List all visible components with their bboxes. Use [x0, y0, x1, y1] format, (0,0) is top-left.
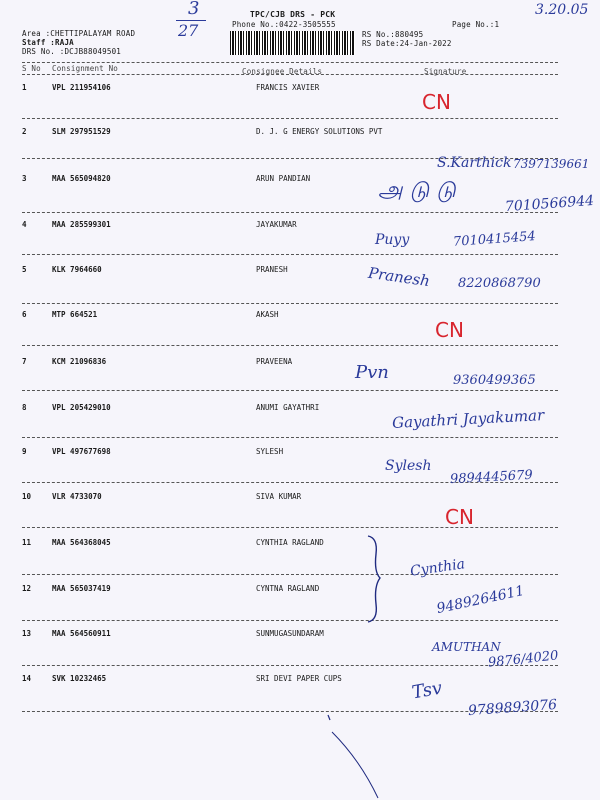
row-consignee: CYNTNA RAGLAND — [256, 584, 320, 593]
table-row — [0, 447, 600, 467]
hand-cn-row6: CN — [435, 318, 464, 342]
row-consignee: AKASH — [256, 310, 279, 319]
rs-date: RS Date:24-Jan-2022 — [362, 39, 452, 48]
rs-number: RS No.:880495 — [362, 30, 424, 39]
row-consignee: JAYAKUMAR — [256, 220, 297, 229]
row-consignee: SRI DEVI PAPER CUPS — [256, 674, 342, 683]
row-consignment: MAA 564560911 — [52, 629, 111, 638]
hand-phone-row4: 7010415454 — [452, 229, 537, 250]
row-sno: 4 — [22, 220, 27, 229]
row-rule — [22, 254, 558, 255]
hand-cn-row10: CN — [445, 505, 474, 529]
table-row — [0, 492, 600, 512]
row-rule — [22, 390, 558, 391]
row-rule — [22, 527, 558, 528]
row-rule — [22, 665, 558, 666]
hand-number-3: 3 — [188, 0, 200, 19]
row-rule — [22, 345, 558, 346]
row-consignee: SYLESH — [256, 447, 284, 456]
row-consignment: MAA 564368045 — [52, 538, 111, 547]
col-consignee: Consignee Details — [242, 67, 323, 76]
row-sno: 3 — [22, 174, 27, 183]
header-rule-top — [22, 62, 558, 63]
col-consignment: Consignment No — [52, 64, 119, 73]
hand-sig-row9: Sylesh — [385, 458, 432, 474]
hand-phone-row7: 9360499365 — [453, 373, 536, 388]
table-row — [0, 629, 600, 649]
row-sno: 7 — [22, 357, 27, 366]
row-consignee: D. J. G ENERGY SOLUTIONS PVT — [256, 127, 383, 136]
row-consignment: KLK 7964660 — [52, 265, 102, 274]
table-row — [0, 127, 600, 147]
area: Area :CHETTIPALAYAM ROAD — [22, 29, 136, 38]
hand-phone-row12: 9489264611 — [435, 582, 526, 618]
row-sno: 10 — [22, 492, 32, 501]
row-rule — [22, 118, 558, 119]
hand-sig-row5: Pranesh — [367, 263, 432, 291]
row-sno: 14 — [22, 674, 32, 683]
row-consignment: VPL 205429010 — [52, 403, 111, 412]
hand-name-row2: S.Karthick — [437, 155, 512, 171]
row-consignee: CYNTHIA RAGLAND — [256, 538, 324, 547]
row-sno: 11 — [22, 538, 32, 547]
row-consignee: PRAVEENA — [256, 357, 293, 366]
row-sno: 12 — [22, 584, 32, 593]
row-consignment: VPL 497677698 — [52, 447, 111, 456]
hand-phone-row13: 9876/4020 — [487, 648, 560, 671]
hand-phone-row2: 7397139661 — [513, 157, 590, 171]
row-consignee: PRANESH — [256, 265, 288, 274]
row-consignee: SIVA KUMAR — [256, 492, 302, 501]
row-sno: 8 — [22, 403, 27, 412]
row-sno: 13 — [22, 629, 32, 638]
table-row — [0, 674, 600, 694]
hand-phone-row14: 9789893076 — [467, 696, 558, 720]
hand-bracket — [364, 534, 384, 624]
hand-phone-row5: 8220868790 — [458, 276, 541, 291]
row-consignment: KCM 21096836 — [52, 357, 107, 366]
row-rule — [22, 303, 558, 304]
hand-phone-row3: 7010566944 — [504, 192, 595, 216]
hand-sig-row7: Pvn — [355, 362, 389, 383]
hand-name-row13: AMUTHAN — [432, 640, 501, 654]
hand-sig-row11: Cynthia — [409, 556, 466, 580]
drs-number: DRS No. :DCJB88049501 — [22, 47, 122, 56]
col-signature: Signature — [424, 67, 467, 76]
hand-sig-row4: Puyy — [375, 232, 410, 248]
row-sno: 5 — [22, 265, 27, 274]
row-rule — [22, 212, 558, 213]
row-consignment: MAA 285599301 — [52, 220, 111, 229]
doc-title: TPC/CJB DRS - PCK — [250, 10, 336, 19]
row-rule — [22, 620, 558, 621]
hand-sig-row8: Gayathri Jayakumar — [391, 406, 545, 432]
table-row — [0, 174, 600, 194]
hand-sig-row3: அ டு டு — [378, 178, 456, 203]
row-consignment: VLR 4733070 — [52, 492, 102, 501]
table-row — [0, 310, 600, 330]
hand-cn-row1: CN — [422, 90, 451, 114]
row-rule — [22, 437, 558, 438]
hand-sig-row14: Tsv — [410, 677, 444, 704]
row-sno: 6 — [22, 310, 27, 319]
row-consignment: MTP 664521 — [52, 310, 98, 319]
hand-time: 3.20.05 — [535, 2, 589, 18]
row-consignment: VPL 211954106 — [52, 83, 111, 92]
row-consignment: SLM 297951529 — [52, 127, 111, 136]
row-sno: 2 — [22, 127, 27, 136]
row-consignee: ARUN PANDIAN — [256, 174, 311, 183]
hand-number-27: 27 — [178, 21, 199, 40]
page-number: Page No.:1 — [452, 20, 500, 29]
hand-phone-row9: 9894445679 — [449, 467, 534, 488]
staff: Staff :RAJA — [22, 38, 74, 47]
row-consignee: ANUMI GAYATHRI — [256, 403, 320, 412]
row-consignment: MAA 565037419 — [52, 584, 111, 593]
row-sno: 1 — [22, 83, 27, 92]
row-consignee: SUNMUGASUNDARAM — [256, 629, 324, 638]
row-rule — [22, 574, 558, 575]
header-rule-bottom — [22, 74, 558, 75]
table-row — [0, 538, 600, 558]
row-consignment: MAA 565094820 — [52, 174, 111, 183]
row-consignment: SVK 10232465 — [52, 674, 107, 683]
table-row — [0, 83, 600, 103]
phone-number: Phone No.:0422-3505555 — [232, 20, 336, 29]
barcode — [230, 31, 355, 55]
row-sno: 9 — [22, 447, 27, 456]
col-sno: S No — [22, 64, 41, 73]
row-consignee: FRANCIS XAVIER — [256, 83, 320, 92]
pen-stroke — [330, 730, 390, 800]
